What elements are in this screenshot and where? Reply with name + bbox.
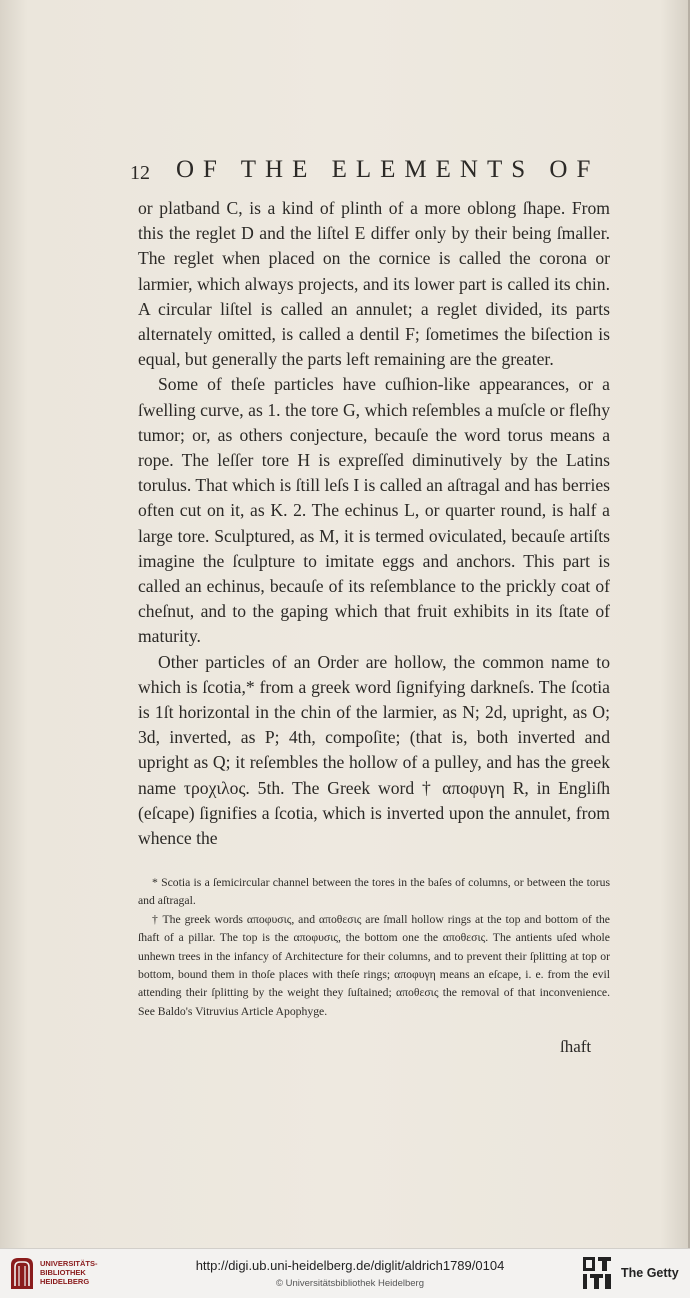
permalink-url[interactable]: http://digi.ub.uni-heidelberg.de/diglit/aldrich1789/0104 [195, 1258, 505, 1273]
university-library-name: UNIVERSITÄTS- BIBLIOTHEK HEIDELBERG [40, 1259, 98, 1286]
paragraph: Other particles of an Order are hollow, the common name to which is ſcotia,* from a greek word ſignifying darkneſs. The ſcotia is 1ſt horizontal in the chin of the larmier, as N; 2d, upright, as O; 3d, inverted, as P; 4th, compoſite; (that is, both inverted and upright as Q; it reſembles the hollow of a pulley, and has the greek name τροχιλος. 5th. The Greek word † αποφυγη R, in Engliſh (eſcape) ſignifies a ſcotia, which is inverted upon the annulet, from whence the [138, 651, 610, 849]
copyright-notice: © Universitätsbibliothek Heidelberg [276, 1278, 424, 1289]
footnote: † The greek words αποφυσις, and αποθεσις are ſmall hollow rings at the top and bottom of the ſhaft of a pillar. The top is the αποφυσις, the bottom one the αποθεσις. The antients uſed whole unhewn trees in the infancy of Architecture for their columns, and to prevent their ſplitting at top or bottom, bound them in thoſe places with theſe rings; αποφυγη means an eſcape, i. e. from the evil attending their ſplitting by the weight they ſuſtained; αποθεσις the removal of that inconvenience. See Baldo's Vitruvius Article Apophyge. [138, 912, 610, 1018]
running-head-title: OF THE ELEMENTS OF [176, 156, 600, 183]
page-number: 12 [130, 162, 150, 184]
viewer-footer [0, 1248, 690, 1298]
running-head [130, 150, 630, 190]
footnotes [138, 874, 610, 1021]
getty-logo-icon [582, 1256, 612, 1290]
getty-name: The Getty [621, 1266, 679, 1280]
paragraph: Some of theſe particles have cuſhion-like appearances, or a ſwelling curve, as 1. the tore G, which reſembles a muſcle or fleſhy tumor; or, as others conjecture, becauſe the word torus means a rope. The leſſer tore H is expreſſed diminutively by the Latins torulus. That which is ſtill leſs I is called an aſtragal and has berries often cut on it, as K. 2. The echinus L, or quarter round, is half a large tore. Sculptured, as M, it is termed oviculated, becauſe artiſts imagine the ſculpture to imitate eggs and anchors. This part is called an echinus, becauſe of its reſemblance to the prickly coat of cheſnut, and to the gaping which that fruit exhibits in its ſtate of maturity. [138, 374, 610, 647]
catchword: ſhaft [560, 1037, 592, 1056]
main-text [138, 196, 610, 851]
footnote: * Scotia is a ſemicircular channel between the tores in the baſes of columns, or between the torus and aſtragal. [138, 876, 610, 908]
paragraph: or platband C, is a kind of plinth of a more oblong ſhape. From this the reglet D and the liſtel E differ only by their being ſmaller. The reglet when placed on the cornice is called the corona or larmier, which always projects, and its lower part is called its chin. A circular liſtel is called an annulet; a reglet divided, its parts alternately omitted, is called a dentil F; ſometimes the biſection is equal, but generally the parts left remaining are the greater. [138, 198, 610, 370]
university-library-logo-icon [8, 1255, 36, 1291]
